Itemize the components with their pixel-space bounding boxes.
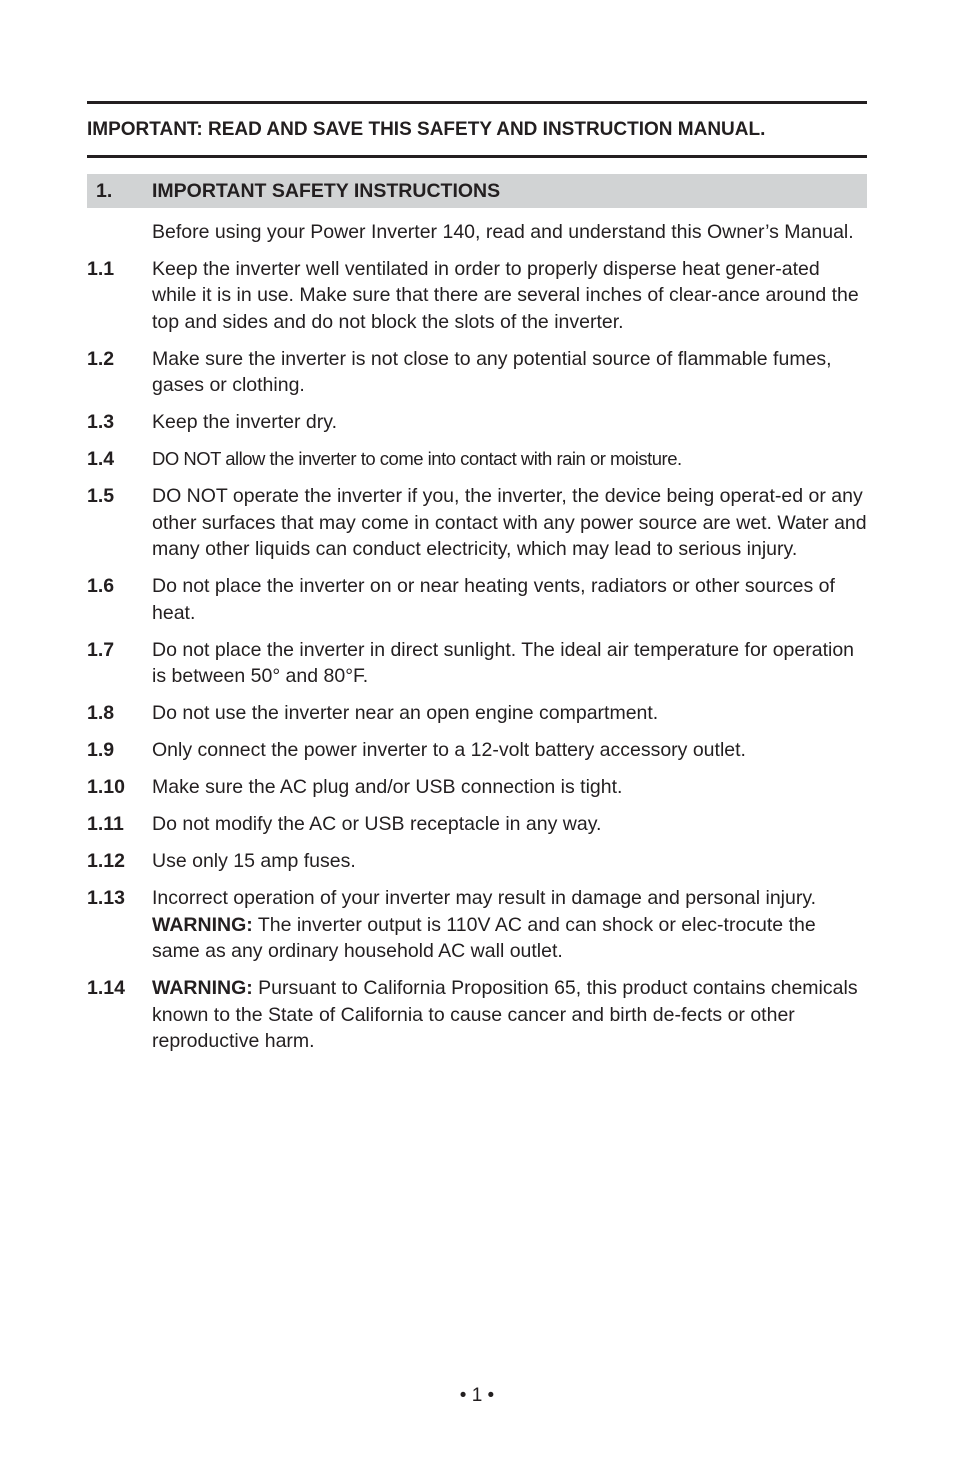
item-text: Do not place the inverter on or near heating vents, radiators or other sources of heat.	[152, 575, 835, 624]
item-text: Do not use the inverter near an open engine compartment.	[152, 702, 659, 724]
bottom-rule	[87, 155, 867, 158]
list-item	[87, 637, 867, 690]
warning-label: WARNING:	[152, 913, 253, 936]
list-item	[87, 885, 867, 965]
list-item	[87, 811, 867, 838]
item-text: Make sure the inverter is not close to any potential source of flammable fumes, gases or clothing.	[152, 347, 832, 396]
item-number: 1.10	[87, 776, 125, 798]
item-number: 1.3	[87, 411, 115, 433]
item-text: Do not place the inverter in direct sunlight. The ideal air temperature for operation is between 50° and 80°F.	[152, 638, 855, 687]
list-item	[87, 774, 867, 801]
item-text: DO NOT operate the inverter if you, the inverter, the device being operat-ed or any other surfaces that may come in contact with any power source are wet. Water and many other liquids can conduct electricity, which may lead to serious injury.	[152, 485, 867, 560]
list-item	[87, 700, 867, 727]
item-text	[152, 885, 867, 965]
item-text-pre: Incorrect operation of your inverter may result in damage and personal injury.	[152, 887, 817, 909]
item-text: Keep the inverter dry.	[152, 411, 337, 433]
item-text: Only connect the power inverter to a 12-volt battery accessory outlet.	[152, 739, 746, 761]
list-item	[87, 483, 867, 563]
list-item	[87, 848, 867, 875]
item-text: DO NOT allow the inverter to come into contact with rain or moisture.	[152, 448, 682, 469]
item-number: 1.14	[87, 977, 125, 999]
intro-paragraph: Before using your Power Inverter 140, read and understand this Owner’s Manual.	[152, 221, 854, 243]
item-number: 1.8	[87, 702, 115, 724]
list-item	[87, 975, 867, 1055]
item-number: 1.1	[87, 257, 115, 280]
item-number: 1.6	[87, 575, 115, 597]
section-header	[87, 174, 867, 208]
item-text: Keep the inverter well ventilated in order to properly disperse heat gener-ated while it is in use. Make sure that there are several inches of clear-ance around the top and sides and do not block the slots of the inverter.	[152, 257, 859, 333]
section-title: IMPORTANT SAFETY INSTRUCTIONS	[152, 179, 501, 202]
item-number: 1.2	[87, 347, 115, 370]
item-number: 1.7	[87, 638, 115, 661]
page-number: • 1 •	[459, 1385, 495, 1406]
item-text-post: Pursuant to California Proposition 65, this product contains chemicals known to the State of California to cause cancer and birth de-fects or other reproductive harm.	[152, 977, 858, 1052]
item-number: 1.13	[87, 887, 125, 909]
item-text-post: The inverter output is 110V AC and can shock or elec-trocute the same as any ordinary household AC wall outlet.	[152, 913, 816, 962]
list-item	[87, 737, 867, 764]
section-number: 1.	[96, 179, 113, 202]
list-item	[87, 256, 867, 336]
item-text: Do not modify the AC or USB receptacle in any way.	[152, 813, 602, 835]
item-number: 1.5	[87, 485, 115, 507]
item-text: Use only 15 amp fuses.	[152, 850, 356, 872]
instruction-list	[87, 256, 867, 1055]
item-text: Make sure the AC plug and/or USB connection is tight.	[152, 776, 623, 798]
item-number: 1.9	[87, 739, 115, 761]
list-item	[87, 409, 867, 436]
item-text	[152, 975, 867, 1055]
item-number: 1.12	[87, 850, 125, 872]
manual-page	[87, 101, 867, 1065]
list-item	[87, 346, 867, 399]
item-number: 1.4	[87, 448, 115, 470]
list-item	[87, 573, 867, 626]
warning-label: WARNING:	[152, 977, 253, 999]
item-number: 1.11	[87, 813, 124, 835]
important-banner: IMPORTANT: READ AND SAVE THIS SAFETY AND INSTRUCTION MANUAL.	[87, 119, 766, 140]
list-item	[87, 446, 867, 473]
